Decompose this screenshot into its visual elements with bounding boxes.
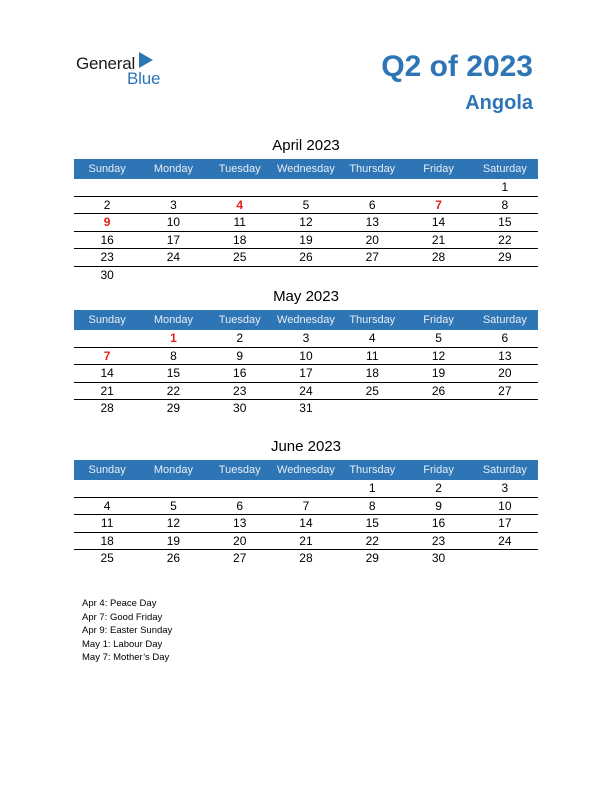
holiday-item: Apr 7: Good Friday xyxy=(82,611,163,623)
day-cell: 2 xyxy=(103,197,111,212)
day-cell: 13 xyxy=(365,215,379,229)
day-cell: 29 xyxy=(166,401,181,415)
month-title: April 2023 xyxy=(272,137,340,154)
page-title: Q2 of 2023 xyxy=(381,50,533,83)
day-cell: 16 xyxy=(233,366,247,380)
week-row xyxy=(74,330,538,348)
holiday-day-cell: 4 xyxy=(236,197,244,212)
weekday-label: Thursday xyxy=(349,163,396,175)
empty-day-cell xyxy=(140,267,206,285)
day-cell: 20 xyxy=(365,232,379,247)
day-cell: 13 xyxy=(233,516,247,530)
week-row xyxy=(74,515,538,533)
weekday-label: Saturday xyxy=(482,464,527,476)
weekday-label: Thursday xyxy=(349,314,396,326)
day-cell: 19 xyxy=(166,533,181,548)
day-cell: 28 xyxy=(431,250,446,264)
day-cell: 12 xyxy=(431,348,446,363)
weekday-label: Friday xyxy=(423,314,454,326)
holiday-item: May 7: Mother’s Day xyxy=(82,652,170,664)
week-row xyxy=(74,383,538,401)
empty-day-cell xyxy=(472,550,538,568)
weekday-label: Sunday xyxy=(88,464,126,476)
week-row xyxy=(74,197,538,215)
day-cell: 13 xyxy=(498,348,512,363)
day-cell: 17 xyxy=(166,232,181,247)
weekday-label: Thursday xyxy=(349,464,396,476)
day-cell: 23 xyxy=(233,383,247,398)
day-cell: 4 xyxy=(103,498,111,513)
weekday-label: Wednesday xyxy=(277,163,335,175)
country-name: Angola xyxy=(465,92,533,114)
day-cell: 23 xyxy=(100,250,114,264)
empty-day-cell xyxy=(273,267,339,285)
holiday-day-cell: 7 xyxy=(435,197,442,212)
weekday-header xyxy=(74,310,538,330)
week-row xyxy=(74,550,538,568)
week-row xyxy=(74,400,538,418)
day-cell: 26 xyxy=(299,250,313,264)
week-row xyxy=(74,533,538,551)
calendar-may xyxy=(74,287,538,418)
week-row xyxy=(74,267,538,285)
logo xyxy=(76,52,176,92)
weekday-label: Tuesday xyxy=(218,314,261,326)
calendar-april xyxy=(74,136,538,284)
empty-day-cell xyxy=(405,179,471,196)
day-cell: 28 xyxy=(100,401,114,415)
day-cell: 1 xyxy=(501,180,509,194)
week-row xyxy=(74,498,538,516)
empty-day-cell xyxy=(472,267,538,285)
weekday-label: Monday xyxy=(153,314,193,326)
day-cell: 21 xyxy=(431,232,446,247)
day-cell: 26 xyxy=(166,551,181,565)
day-cell: 10 xyxy=(498,498,512,513)
day-cell: 12 xyxy=(299,215,313,229)
day-cell: 29 xyxy=(365,551,379,565)
weekday-label: Sunday xyxy=(88,163,126,175)
day-cell: 10 xyxy=(166,215,181,229)
calendar-june xyxy=(74,437,538,568)
day-cell: 11 xyxy=(233,215,246,229)
holiday-item: Apr 4: Peace Day xyxy=(82,598,157,609)
day-cell: 14 xyxy=(431,215,446,229)
weekday-label: Saturday xyxy=(482,163,527,175)
logo-text-general: General xyxy=(76,54,136,73)
empty-day-cell xyxy=(207,480,273,497)
week-row xyxy=(74,179,538,197)
day-cell: 27 xyxy=(365,250,379,264)
day-cell: 7 xyxy=(302,498,310,513)
day-cell: 3 xyxy=(501,481,509,495)
day-cell: 9 xyxy=(435,498,442,513)
week-row xyxy=(74,348,538,366)
holiday-item: Apr 9: Easter Sunday xyxy=(82,625,173,637)
weekday-label: Monday xyxy=(153,464,193,476)
day-cell: 20 xyxy=(233,533,247,548)
day-cell: 21 xyxy=(299,533,313,548)
day-cell: 4 xyxy=(368,331,376,345)
day-cell: 10 xyxy=(299,348,313,363)
week-row xyxy=(74,480,538,498)
month-title: May 2023 xyxy=(273,288,339,305)
week-row xyxy=(74,214,538,232)
holiday-item: May 1: Labour Day xyxy=(82,638,163,650)
day-cell: 14 xyxy=(299,516,313,530)
day-cell: 27 xyxy=(233,551,247,565)
weekday-label: Sunday xyxy=(88,314,126,326)
day-cell: 25 xyxy=(100,551,114,565)
weekday-label: Monday xyxy=(153,163,193,175)
weekday-label: Wednesday xyxy=(277,464,335,476)
day-cell: 9 xyxy=(236,348,244,363)
day-cell: 8 xyxy=(368,498,376,513)
logo-flag-icon xyxy=(139,52,153,68)
day-cell: 15 xyxy=(365,516,379,530)
weekday-header xyxy=(74,159,538,179)
day-cell: 31 xyxy=(299,401,313,415)
week-row xyxy=(74,249,538,267)
day-cell: 23 xyxy=(431,533,446,548)
day-cell: 1 xyxy=(368,481,376,495)
day-cell: 22 xyxy=(498,232,512,247)
empty-day-cell xyxy=(339,267,405,285)
day-cell: 19 xyxy=(299,232,313,247)
weekday-label: Friday xyxy=(423,464,454,476)
empty-day-cell xyxy=(273,480,339,497)
empty-day-cell xyxy=(74,480,140,497)
day-cell: 22 xyxy=(166,383,181,398)
empty-day-cell xyxy=(207,267,273,285)
day-cell: 16 xyxy=(100,232,114,247)
day-cell: 17 xyxy=(498,516,512,530)
day-cell: 19 xyxy=(431,366,446,380)
day-cell: 8 xyxy=(170,348,177,363)
empty-day-cell xyxy=(140,179,206,196)
day-cell: 22 xyxy=(365,533,379,548)
empty-day-cell xyxy=(207,179,273,196)
day-cell: 2 xyxy=(435,481,442,495)
empty-day-cell xyxy=(405,267,471,285)
day-cell: 11 xyxy=(100,516,114,530)
weekday-label: Tuesday xyxy=(218,163,261,175)
day-cell: 27 xyxy=(498,383,512,398)
logo-text-blue: Blue xyxy=(127,69,161,88)
day-cell: 6 xyxy=(368,197,376,212)
day-cell: 15 xyxy=(166,366,181,380)
day-cell: 5 xyxy=(302,197,310,212)
day-cell: 24 xyxy=(166,250,181,264)
day-cell: 24 xyxy=(299,383,313,398)
weekday-label: Saturday xyxy=(482,314,527,326)
empty-day-cell xyxy=(140,480,206,497)
day-cell: 15 xyxy=(498,215,512,229)
weekday-label: Wednesday xyxy=(277,314,335,326)
day-cell: 28 xyxy=(299,551,313,565)
weekday-header xyxy=(74,460,538,480)
empty-day-cell xyxy=(273,179,339,196)
day-cell: 29 xyxy=(498,250,512,264)
day-cell: 16 xyxy=(431,516,446,530)
empty-day-cell xyxy=(472,400,538,418)
day-cell: 25 xyxy=(233,250,247,264)
day-cell: 20 xyxy=(498,366,512,380)
holiday-day-cell: 9 xyxy=(103,215,111,229)
day-cell: 5 xyxy=(170,498,177,513)
month-title: June 2023 xyxy=(270,438,342,455)
empty-day-cell xyxy=(74,330,140,347)
holiday-day-cell: 1 xyxy=(170,331,177,345)
day-cell: 26 xyxy=(431,383,446,398)
day-cell: 24 xyxy=(498,533,512,548)
week-row xyxy=(74,232,538,250)
day-cell: 14 xyxy=(100,366,114,380)
day-cell: 30 xyxy=(431,551,446,565)
day-cell: 12 xyxy=(166,516,181,530)
day-cell: 3 xyxy=(302,331,310,345)
day-cell: 18 xyxy=(365,366,379,380)
empty-day-cell xyxy=(339,179,405,196)
empty-day-cell xyxy=(405,400,471,418)
day-cell: 25 xyxy=(365,383,379,398)
day-cell: 8 xyxy=(501,197,509,212)
day-cell: 17 xyxy=(299,366,313,380)
day-cell: 30 xyxy=(100,267,114,282)
day-cell: 21 xyxy=(100,383,114,398)
day-cell: 18 xyxy=(233,232,247,247)
day-cell: 2 xyxy=(236,331,244,345)
holiday-list xyxy=(82,597,172,665)
day-cell: 5 xyxy=(435,331,442,345)
day-cell: 3 xyxy=(170,197,177,212)
day-cell: 18 xyxy=(100,533,114,548)
day-cell: 30 xyxy=(233,401,247,415)
weekday-label: Tuesday xyxy=(218,464,261,476)
week-row xyxy=(74,365,538,383)
day-cell: 11 xyxy=(366,348,379,363)
day-cell: 6 xyxy=(501,331,509,345)
weekday-label: Friday xyxy=(423,163,454,175)
day-cell: 6 xyxy=(236,498,244,513)
empty-day-cell xyxy=(339,400,405,418)
holiday-day-cell: 7 xyxy=(103,348,111,363)
empty-day-cell xyxy=(74,179,140,196)
